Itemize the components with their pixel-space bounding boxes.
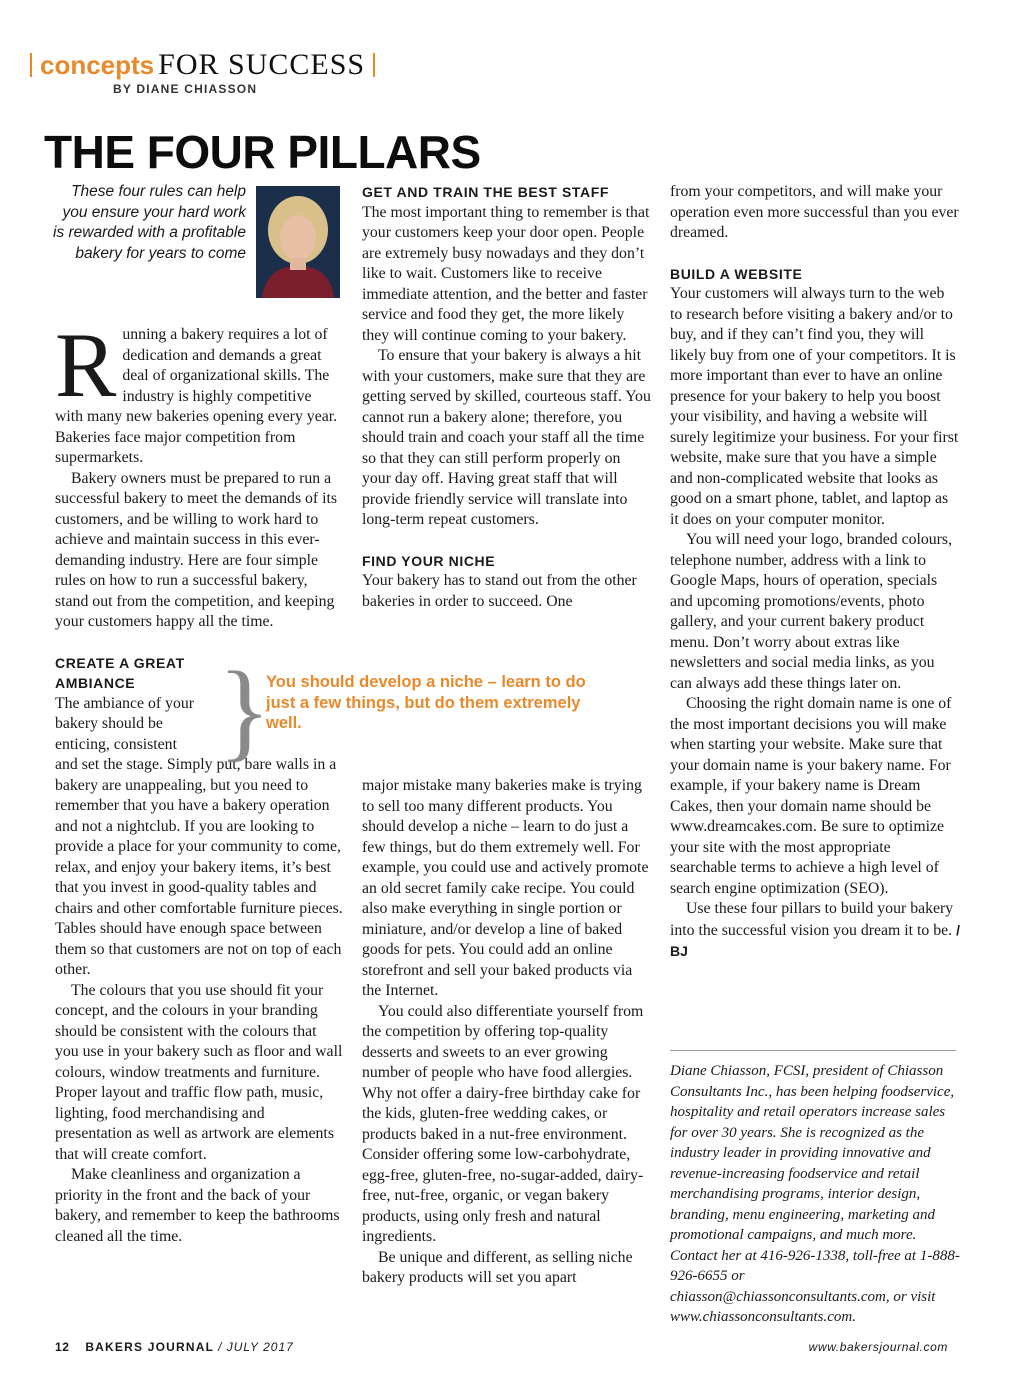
author-photo <box>256 186 340 298</box>
article-dek: These four rules can help you ensure your hard work is rewarded with a profitable bakery for years to come <box>53 183 246 262</box>
column-2-continued <box>362 776 652 1289</box>
section-label-concepts: concepts <box>40 49 155 80</box>
article-title: THE FOUR PILLARS <box>44 126 481 178</box>
website-closing-text: Use these four pillars to build your bakery into the successful vision you dream it to be. <box>670 900 954 939</box>
column-3 <box>670 182 960 963</box>
website-intro: from your competitors, and will make your operation even more successful than you ever dreamed. <box>670 183 959 241</box>
intro-paragraph-2: Bakery owners must be prepared to run a successful bakery to meet the demands of its customers, and be willing to work hard to achieve and maintain success in this ever-demanding industry. Here are four simple rules on how to run a successful bakery, stand out from the competition, and keeping your customers happy all the time. <box>55 469 338 630</box>
ambiance-paragraph-1a: The ambiance of your bakery should be enticing, consistent <box>55 694 195 753</box>
intro-paragraph-1 <box>55 314 343 469</box>
magazine-name: BAKERS JOURNAL <box>85 1340 215 1354</box>
website-paragraph-1: Your customers will always turn to the web to research before visiting a bakery and/or to buy, and if they can’t find you, they will likely buy from one of your competitors. It is more important than ever to have an online presence for your bakery to help you boost your visibility, and having a website will surely legitimize your business. For your first website, make sure that you have a simple and non-complicated website that looks as good on a smart phone, tablet, and laptop as it does on your computer monitor. <box>670 285 959 528</box>
issue-date: / JULY 2017 <box>218 1340 294 1354</box>
intro-text-1: unning a bakery requires a lot of dedication and demands a great deal of organizational skills. The industry is highly competitive with many new bakeries opening every year. Bakeries face major competition from supermarkets. <box>55 326 338 466</box>
pullquote-brace: } <box>218 649 271 771</box>
niche-paragraph-1b: major mistake many bakeries make is trying to sell too many different products. You should develop a niche – learn to do just a few things, but do them extremely well. For example, you could use and actively promote an old secret family cake recipe. You could also make everything in single portion or miniature, and/or develop a line of baked goods for pets. You could add an online storefront and sell your baked products via the Internet. <box>362 777 649 999</box>
header-bar-left <box>30 53 32 77</box>
bio-divider <box>670 1050 956 1051</box>
niche-paragraph-3: Be unique and different, as selling niche bakery products will set you apart <box>362 1248 633 1286</box>
byline: BY DIANE CHIASSON <box>113 82 258 96</box>
header-bar-right <box>373 53 375 77</box>
column-1 <box>55 314 343 1247</box>
heading-find-niche: FIND YOUR NICHE <box>362 552 496 569</box>
ambiance-paragraph-1b: and set the stage. Simply put, bare walls in a bakery are unappealing, but you need to remember that you have a bakery operation and not a nightclub. If you are looking to provide a place for your community to come, relax, and enjoy your bakery items, it’s best that you invest in good-quality tables and chairs and other comfortable furniture pieces. Tables should have enough space between them so that customers are not on top of each other. <box>55 756 343 978</box>
page-number: 12 <box>55 1340 70 1354</box>
heading-build-website: BUILD A WEBSITE <box>670 265 803 282</box>
heading-train-staff: GET AND TRAIN THE BEST STAFF <box>362 184 610 200</box>
heading-create-ambiance: CREATE A GREAT AMBIANCE <box>55 654 185 691</box>
section-header <box>30 48 375 82</box>
ambiance-paragraph-2: The colours that you use should fit your concept, and the colours in your branding should be consistent with the colours that you use in your bakery such as floor and wall colours, window treatments and furniture. Proper layout and traffic flow path, music, lighting, food merchandising and presentation as well as artwork are elements that will create comfort. <box>55 981 343 1163</box>
author-portrait-image <box>256 186 340 298</box>
section-label-for-success: FOR SUCCESS <box>158 48 366 81</box>
website-paragraph-2: You will need your logo, branded colours, telephone number, address with a link to Google Maps, hours of operation, specials and upcoming promotions/events, photo gallery, and your current bakery product menu. Don’t worry about extras like newsletters and social media links, as you can always add these things later on. <box>670 531 953 692</box>
footer-left <box>55 1340 294 1354</box>
author-bio: Diane Chiasson, FCSI, president of Chiasson Consultants Inc., has been helping foodservice, hospitality and retail operators increase sales for over 30 years. She is recognized as the industry leader in providing innovative and revenue-increasing foodservice and retail merchandising programs, interior design, branding, menu engineering, marketing and promotional campaigns, and much more. Contact her at 416-926-1338, toll-free at 1-888-926-6655 or chiasson@chiassonconsultants.com, or visit www.chiassonconsultants.com. <box>670 1063 960 1325</box>
website-paragraph-4 <box>670 899 960 963</box>
ambiance-paragraph-3: Make cleanliness and organization a priority in the front and the back of your bakery, and remember to keep the bathrooms cleaned all the time. <box>55 1166 340 1245</box>
pull-quote: You should develop a niche – learn to do just a few things, but do them extremely well. <box>266 673 586 732</box>
niche-paragraph-2: You could also differentiate yourself from the competition by offering top-quality desserts and sweets to an ever growing number of people who have food allergies. Why not offer a dairy-free birthday cake for the kids, gluten-free wedding cakes, or products baked in a nut-free environment. Consider offering some low-carbohydrate, egg-free, gluten-free, no-sugar-added, dairy-free, nut-free, organic, or vegan bakery products, using only fresh and natural ingredients. <box>362 1002 644 1245</box>
staff-paragraph-2: To ensure that your bakery is always a hit with your customers, make sure that they are getting served by skilled, courteous staff. You cannot run a bakery alone; therefore, you should train and coach your staff all the time so that they can still perform properly on your day off. Having great staff that will provide friendly service will translate into long-term repeat customers. <box>362 347 651 528</box>
drop-cap: R <box>55 314 117 416</box>
staff-paragraph-1: The most important thing to remember is that your customers keep your door open. People are extremely busy nowadays and they don’t like to wait. Customers like to receive immediate attention, and the better and faster service and food they get, the more likely they will continue coming to your bakery. <box>362 203 650 344</box>
column-2 <box>362 182 652 612</box>
signoff: / BJ <box>670 921 960 959</box>
website-paragraph-3: Choosing the right domain name is one of the most important decisions you will make when starting your website. Make sure that your domain name is your bakery name. For example, if your bakery name is Dream Cakes, then your domain name should be www.dreamcakes.com. Be sure to optimize your site with the most appropriate searchable terms to achieve a high level of search engine optimization (SEO). <box>670 695 952 897</box>
footer-url: www.bakersjournal.com <box>808 1340 948 1354</box>
niche-paragraph-1a: Your bakery has to stand out from the other bakeries in order to succeed. One <box>362 572 637 610</box>
